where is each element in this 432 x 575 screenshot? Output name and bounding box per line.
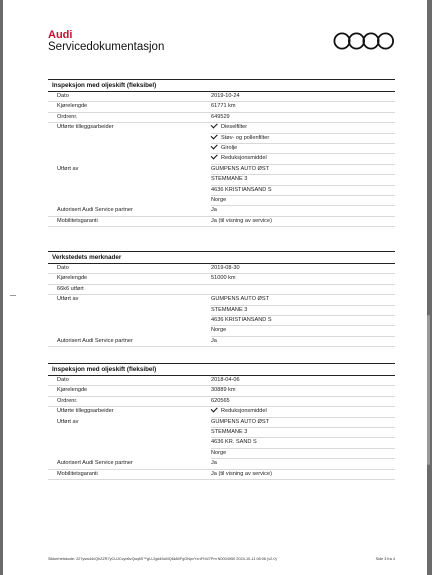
row-label: Utførte tilleggsarbeider <box>57 408 114 415</box>
table-row <box>48 459 395 469</box>
row-value: 2019-10-24 <box>211 93 240 99</box>
table-row <box>48 217 395 227</box>
address-line: GUMPENS AUTO ØST <box>211 165 395 175</box>
table-row <box>48 274 395 284</box>
row-label: Ordrenr. <box>57 397 78 404</box>
row-label: Dato <box>57 377 69 383</box>
row-value: Ja <box>211 337 217 344</box>
row-value: Ja (til visning av service) <box>211 470 272 477</box>
section-title: Inspeksjon med oljeskift (fleksibel) <box>48 363 395 376</box>
row-label: Utført av <box>57 296 79 303</box>
row-label: Mobilitetsgaranti <box>57 470 98 477</box>
page-number: Side 3 fra 4 <box>375 557 395 561</box>
row-label: Mobilitetsgaranti <box>57 217 98 224</box>
address-line: 4636 KRISTIANSAND S <box>211 316 395 326</box>
page-footer <box>48 557 395 561</box>
additional-work-item <box>211 134 395 144</box>
additional-work-label: Dieselfilter <box>221 124 248 131</box>
table-row <box>48 295 395 337</box>
row-label: Autorisert Audi Service partner <box>57 337 133 344</box>
additional-work-label: Støv- og pollenfilter <box>221 134 270 141</box>
additional-work-label: Girolje <box>221 145 238 151</box>
service-section <box>48 79 395 227</box>
service-section <box>48 251 395 347</box>
row-value: Ja (til visning av service) <box>211 217 272 224</box>
table-row <box>48 397 395 407</box>
table-row <box>48 206 395 216</box>
row-label: Autorisert Audi Service partner <box>57 460 133 467</box>
additional-work-item <box>211 154 395 164</box>
checkmark-icon <box>211 122 218 129</box>
edge-marker <box>10 295 16 296</box>
row-value: Ja <box>211 207 217 214</box>
row-label: Utførte tilleggsarbeider <box>57 124 114 131</box>
table-row <box>48 470 395 480</box>
row-label: Dato <box>57 93 69 99</box>
row-value: 649529 <box>211 113 230 120</box>
additional-work-item <box>211 407 395 417</box>
checkmark-icon <box>211 406 218 413</box>
table-row <box>48 418 395 460</box>
table-row <box>48 407 395 417</box>
row-label: Ordrenr. <box>57 113 78 120</box>
checkmark-icon <box>211 142 218 149</box>
address-line: STEMMANE 3 <box>211 306 395 316</box>
table-row <box>48 123 395 165</box>
address-line: Norge <box>211 326 395 336</box>
section-title: Inspeksjon med oljeskift (fleksibel) <box>48 79 395 92</box>
row-value <box>211 123 395 165</box>
row-value: 2018-04-06 <box>211 377 240 383</box>
row-value <box>211 165 395 207</box>
row-value: Ja <box>211 460 217 467</box>
row-value <box>211 407 395 417</box>
table-row <box>48 102 395 112</box>
additional-work-item <box>211 123 395 133</box>
additional-work-item <box>211 144 395 154</box>
row-value: 2019-08-30 <box>211 265 240 271</box>
row-value <box>211 418 395 460</box>
row-label: Autorisert Audi Service partner <box>57 207 133 214</box>
row-value <box>211 295 395 337</box>
checkmark-icon <box>211 132 218 139</box>
address-line: STEMMANE 3 <box>211 175 395 185</box>
table-row <box>48 337 395 347</box>
page-title: Servicedokumentasjon <box>48 41 165 53</box>
address-line: Norge <box>211 449 395 459</box>
security-code: Sikkerhetskode: 227ysw44xQhZZR7yCUJCcyb6vQcq8S™gU-2gd45cMQ6k80FgONpxYxnFH4/7Pm N0004950 2024-10-11 08:06 (v2.0) <box>48 557 277 561</box>
audi-rings-logo <box>333 31 395 51</box>
additional-work-label: Reduksjonsmiddel <box>221 408 267 415</box>
row-label: Kjørelengde <box>57 275 88 282</box>
row-label: Dato <box>57 265 69 271</box>
address-line: 4636 KRISTIANSAND S <box>211 186 395 196</box>
table-row <box>48 386 395 396</box>
address-line: STEMMANE 3 <box>211 428 395 438</box>
row-value: 51000 km <box>211 275 236 282</box>
section-title: Verkstedets merknader <box>48 251 395 264</box>
checkmark-icon <box>211 153 218 160</box>
table-row <box>48 376 395 386</box>
address-line: Norge <box>211 196 395 206</box>
table-row <box>48 165 395 207</box>
row-label: Utført av <box>57 418 79 425</box>
row-value: 620565 <box>211 397 230 404</box>
brand-name: Audi <box>48 29 73 41</box>
address-line: 4636 KR. SAND S <box>211 438 395 448</box>
row-label: Kjørelengde <box>57 387 88 394</box>
row-label: Utført av <box>57 165 79 172</box>
service-section <box>48 363 395 480</box>
table-row <box>48 92 395 102</box>
table-row <box>48 113 395 123</box>
row-value: 61771 km <box>211 103 236 110</box>
table-row <box>48 264 395 274</box>
workshop-note: 66k6 utført <box>57 285 84 292</box>
row-value: 30889 km <box>211 387 236 394</box>
address-line: GUMPENS AUTO ØST <box>211 295 395 305</box>
row-label: Kjørelengde <box>57 103 88 110</box>
scrollbar[interactable] <box>427 315 430 465</box>
address-line: GUMPENS AUTO ØST <box>211 418 395 428</box>
document-page <box>3 0 427 575</box>
table-row <box>48 285 395 295</box>
additional-work-label: Reduksjonsmiddel <box>221 155 267 162</box>
